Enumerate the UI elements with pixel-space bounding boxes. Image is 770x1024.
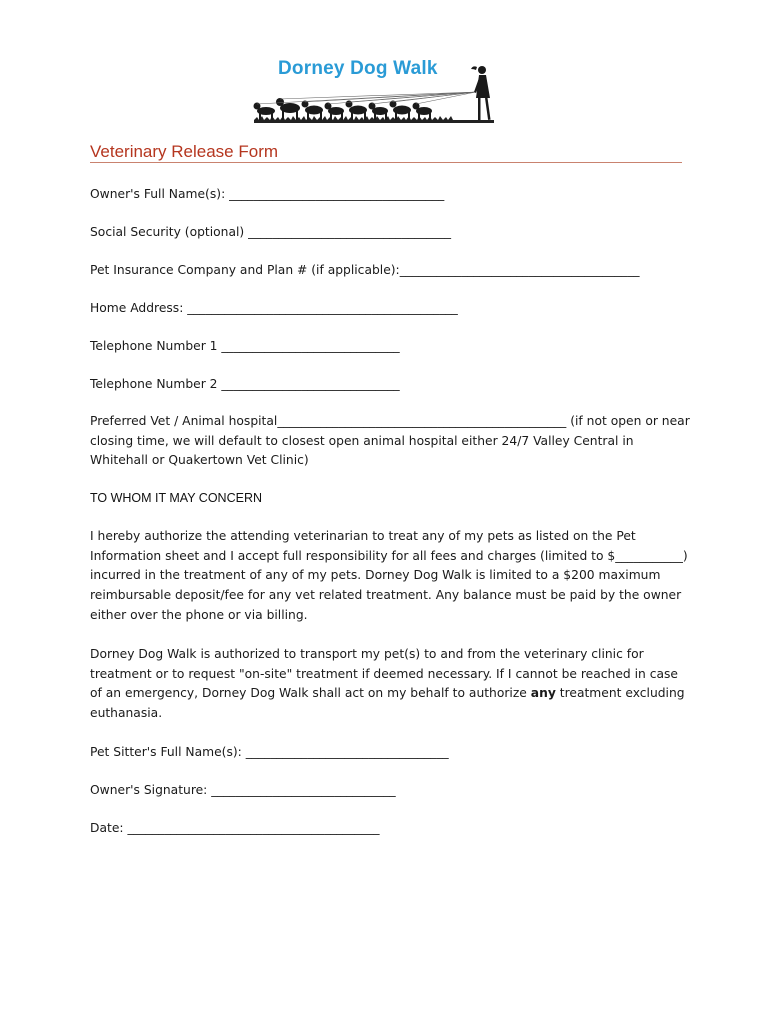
preferred-vet-field[interactable]: Preferred Vet / Animal hospital_______________________________________________ (if not open or near closing time, we will default to closest open animal hospital either 24/7 Valley Central in Whitehall or Quakertown Vet Clinic) [90,414,690,468]
insurance-field[interactable]: Pet Insurance Company and Plan # (if applicable):_______________________________________ [90,263,640,277]
date-field[interactable]: Date: _________________________________________ [90,821,380,835]
owner-signature-field[interactable]: Owner's Signature: ______________________________ [90,783,396,797]
home-address-field[interactable]: Home Address: ____________________________________________ [90,301,458,315]
ssn-field[interactable]: Social Security (optional) _________________________________ [90,225,452,239]
telephone-1-field[interactable]: Telephone Number 1 _____________________________ [90,339,400,353]
company-logo [248,56,500,128]
owner-name-field[interactable]: Owner's Full Name(s): ___________________________________ [90,187,445,201]
pet-sitter-name-field[interactable]: Pet Sitter's Full Name(s): _________________________________ [90,745,449,759]
transport-paragraph [90,645,690,724]
telephone-2-field[interactable]: Telephone Number 2 _____________________________ [90,377,400,391]
transport-text-after: treatment excluding euthanasia. [90,686,685,721]
authorization-paragraph: I hereby authorize the attending veterinarian to treat any of my pets as listed on the Pet Information sheet and I accept full responsibility for all fees and charges (limited to $___________) incurred in the treatment of any of my pets. Dorney Dog Walk is limited to a $200 maximum reimbursable deposit/fee for any vet related treatment. Any balance must be paid by the owner either over the phone or via billing. [90,529,688,622]
form-title: Veterinary Release Form [90,142,279,161]
title-divider [90,162,682,163]
concern-heading: TO WHOM IT MAY CONCERN [90,491,262,505]
logo-text: Dorney Dog Walk [278,58,438,79]
transport-text-emphasis: any [530,686,556,701]
transport-text-before: Dorney Dog Walk is authorized to transport my pet(s) to and from the veterinary clinic for treatment or to request "on-site" treatment if deemed necessary. If I cannot be reached in case of an emergency, Dorney Dog Walk shall act on my behalf to authorize [90,647,678,701]
